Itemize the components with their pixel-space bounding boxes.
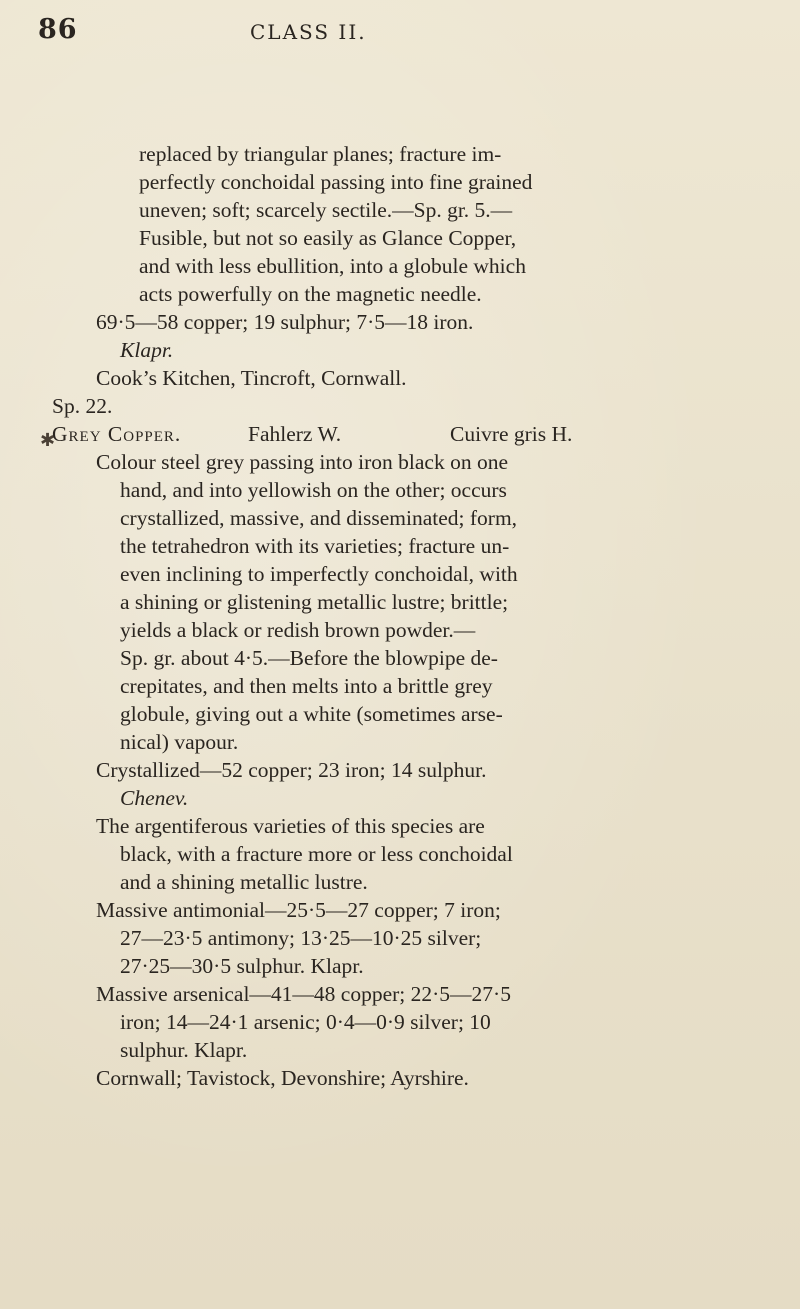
text-line: crystallized, massive, and disseminated; form, (120, 506, 518, 530)
text-line: Sp. gr. about 4·5.—Before the blowpipe de- (120, 646, 498, 670)
text-line: globule, giving out a white (sometimes arse- (120, 702, 503, 726)
analysis-line: 27—23·5 antimony; 13·25—10·25 silver; (120, 926, 482, 950)
text-line: black, with a fracture more or less conchoidal (120, 842, 513, 866)
text-line: yields a black or redish brown powder.— (120, 618, 476, 642)
text-line: Colour steel grey passing into iron black on one (96, 450, 509, 474)
analysis-line: Massive antimonial—25·5—27 copper; 7 iron; (96, 898, 501, 922)
text-line: Fusible, but not so easily as Glance Copper, (139, 226, 517, 250)
species-name: Grey Copper. (52, 422, 182, 446)
running-head: CLASS II. (250, 20, 367, 44)
text-line: The argentiferous varieties of this species are (96, 814, 485, 838)
analysis-line: Crystallized—52 copper; 23 iron; 14 sulphur. (96, 758, 487, 782)
species-german-name: Fahlerz W. (248, 422, 342, 446)
analysis-line: iron; 14—24·1 arsenic; 0·4—0·9 silver; 10 (120, 1010, 491, 1034)
asterisk-mark: ✱ (40, 430, 56, 451)
text-line: even inclining to imperfectly conchoidal, with (120, 562, 518, 586)
text-line: crepitates, and then melts into a brittle grey (120, 674, 493, 698)
analysis-line: Massive arsenical—41—48 copper; 22·5—27·5 (96, 982, 511, 1006)
page-header (38, 14, 758, 48)
analysis-line: 69·5—58 copper; 19 sulphur; 7·5—18 iron. (96, 310, 474, 334)
species-french-name: Cuivre gris H. (450, 422, 573, 446)
locality-line: Cook’s Kitchen, Tincroft, Cornwall. (96, 366, 407, 390)
text-line: hand, and into yellowish on the other; occurs (120, 478, 507, 502)
text-line: perfectly conchoidal passing into fine grained (139, 170, 533, 194)
analysis-line: 27·25—30·5 sulphur. Klapr. (120, 954, 364, 978)
analyst-name: Chenev. (120, 786, 189, 810)
page-number: 86 (38, 14, 78, 45)
text-line: replaced by triangular planes; fracture im- (139, 142, 502, 166)
analyst-name: Klapr. (120, 338, 174, 362)
text-line: acts powerfully on the magnetic needle. (139, 282, 482, 306)
text-line: the tetrahedron with its varieties; fracture un- (120, 534, 510, 558)
species-number: Sp. 22. (52, 394, 113, 418)
text-line: a shining or glistening metallic lustre; brittle; (120, 590, 509, 614)
text-line: and a shining metallic lustre. (120, 870, 368, 894)
locality-line: Cornwall; Tavistock, Devonshire; Ayrshire. (96, 1066, 469, 1090)
text-line: nical) vapour. (120, 730, 239, 754)
analysis-line: sulphur. Klapr. (120, 1038, 248, 1062)
text-line: uneven; soft; scarcely sectile.—Sp. gr. 5.— (139, 198, 513, 222)
text-line: and with less ebullition, into a globule which (139, 254, 526, 278)
